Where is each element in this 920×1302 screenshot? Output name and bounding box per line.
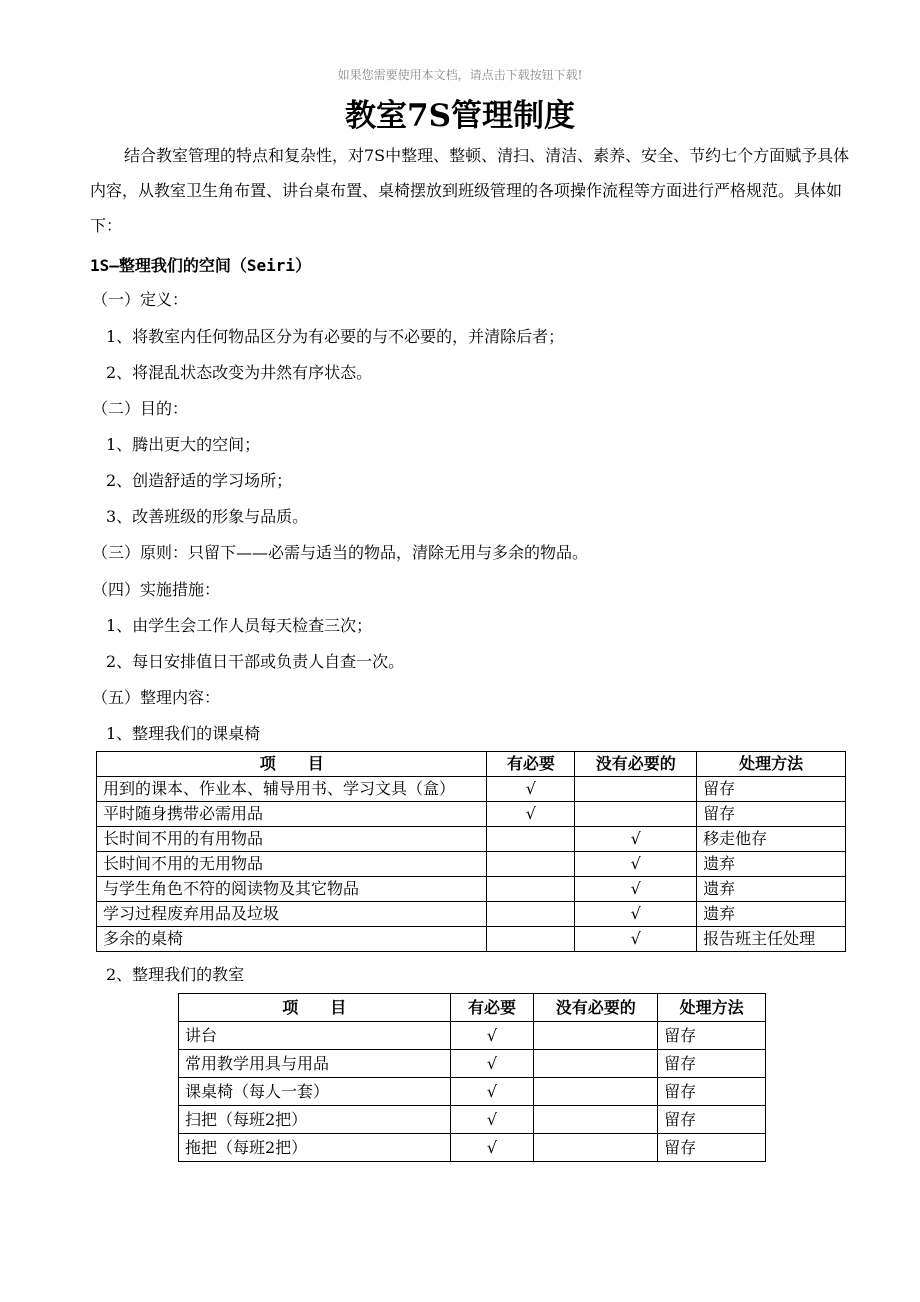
page-title: 教室7S管理制度	[345, 98, 575, 134]
table-row	[97, 927, 846, 952]
classroom-sorting-table	[178, 993, 766, 1162]
handling-cell: 留存	[697, 777, 846, 802]
unnecessary-cell	[534, 1078, 658, 1106]
item-cell: 与学生角色不符的阅读物及其它物品	[97, 877, 487, 902]
table-row	[179, 1134, 766, 1162]
classroom-subsection-label: 2、整理我们的教室	[106, 965, 245, 984]
necessary-cell: √	[450, 1078, 534, 1106]
unnecessary-cell	[534, 1050, 658, 1078]
unnecessary-cell: √	[575, 852, 697, 877]
necessary-cell	[487, 827, 575, 852]
necessary-cell	[487, 902, 575, 927]
measures-label: （四）实施措施：	[92, 580, 221, 599]
handling-cell: 留存	[658, 1134, 766, 1162]
necessary-cell: √	[487, 802, 575, 827]
table-row	[97, 877, 846, 902]
necessary-cell	[487, 877, 575, 902]
unnecessary-cell: √	[575, 827, 697, 852]
download-watermark: 如果您需要使用本文档，请点击下载按钮下载!	[337, 68, 583, 82]
necessary-cell	[487, 852, 575, 877]
principle-line: （三）原则：只留下——必需与适当的物品，清除无用与多余的物品。	[92, 543, 589, 562]
purpose-label: （二）目的：	[92, 399, 189, 418]
table-header-row	[179, 994, 766, 1022]
item-cell: 多余的桌椅	[97, 927, 487, 952]
column-header: 处理方法	[658, 994, 766, 1022]
necessary-cell	[487, 927, 575, 952]
definition-item: 2、将混乱状态改变为井然有序状态。	[106, 363, 373, 382]
item-cell: 平时随身携带必需用品	[97, 802, 487, 827]
handling-cell: 留存	[658, 1050, 766, 1078]
item-cell: 课桌椅（每人一套）	[179, 1078, 451, 1106]
column-header: 项 目	[179, 994, 451, 1022]
item-cell: 讲台	[179, 1022, 451, 1050]
item-cell: 扫把（每班2把）	[179, 1106, 451, 1134]
column-header: 处理方法	[697, 752, 846, 777]
table-row	[179, 1050, 766, 1078]
necessary-cell: √	[450, 1022, 534, 1050]
handling-cell: 报告班主任处理	[697, 927, 846, 952]
necessary-cell: √	[450, 1134, 534, 1162]
table-row	[179, 1106, 766, 1134]
desk-subsection-label: 1、整理我们的课桌椅	[106, 724, 261, 743]
measures-item: 1、由学生会工作人员每天检查三次；	[106, 616, 373, 635]
column-header: 没有必要的	[534, 994, 658, 1022]
item-cell: 长时间不用的有用物品	[97, 827, 487, 852]
unnecessary-cell: √	[575, 902, 697, 927]
intro-paragraph: 结合教室管理的特点和复杂性，对7S中整理、整顿、清扫、清洁、素养、安全、节约七个方面赋予具体内容，从教室卫生角布置、讲台桌布置、桌椅摆放到班级管理的各项操作流程等方面进行严格规范。具体如下：	[90, 146, 850, 235]
unnecessary-cell	[575, 777, 697, 802]
table-row	[97, 802, 846, 827]
unnecessary-cell: √	[575, 927, 697, 952]
column-header: 项 目	[97, 752, 487, 777]
table-row	[97, 777, 846, 802]
table-row	[97, 827, 846, 852]
handling-cell: 留存	[697, 802, 846, 827]
unnecessary-cell	[534, 1134, 658, 1162]
column-header: 有必要	[450, 994, 534, 1022]
handling-cell: 留存	[658, 1078, 766, 1106]
handling-cell: 留存	[658, 1106, 766, 1134]
section-heading: 1S—整理我们的空间（Seiri）	[90, 256, 312, 275]
table-header-row	[97, 752, 846, 777]
necessary-cell: √	[450, 1050, 534, 1078]
desk-sorting-table	[96, 751, 846, 952]
handling-cell: 遗弃	[697, 852, 846, 877]
content-label: （五）整理内容：	[92, 688, 221, 707]
purpose-item: 3、改善班级的形象与品质。	[106, 507, 309, 526]
handling-cell: 遗弃	[697, 902, 846, 927]
handling-cell: 留存	[658, 1022, 766, 1050]
purpose-item: 2、创造舒适的学习场所；	[106, 471, 293, 490]
handling-cell: 移走他存	[697, 827, 846, 852]
table-row	[97, 902, 846, 927]
column-header: 没有必要的	[575, 752, 697, 777]
purpose-item: 1、腾出更大的空间；	[106, 435, 261, 454]
necessary-cell: √	[450, 1106, 534, 1134]
column-header: 有必要	[487, 752, 575, 777]
necessary-cell: √	[487, 777, 575, 802]
handling-cell: 遗弃	[697, 877, 846, 902]
table-row	[97, 852, 846, 877]
definition-item: 1、将教室内任何物品区分为有必要的与不必要的，并清除后者；	[106, 327, 565, 346]
item-cell: 常用教学用具与用品	[179, 1050, 451, 1078]
item-cell: 用到的课本、作业本、辅导用书、学习文具（盒）	[97, 777, 487, 802]
item-cell: 长时间不用的无用物品	[97, 852, 487, 877]
unnecessary-cell	[575, 802, 697, 827]
unnecessary-cell: √	[575, 877, 697, 902]
measures-item: 2、每日安排值日干部或负责人自查一次。	[106, 652, 405, 671]
item-cell: 学习过程废弃用品及垃圾	[97, 902, 487, 927]
table-row	[179, 1078, 766, 1106]
unnecessary-cell	[534, 1106, 658, 1134]
definition-label: （一）定义：	[92, 290, 189, 309]
table-row	[179, 1022, 766, 1050]
unnecessary-cell	[534, 1022, 658, 1050]
item-cell: 拖把（每班2把）	[179, 1134, 451, 1162]
